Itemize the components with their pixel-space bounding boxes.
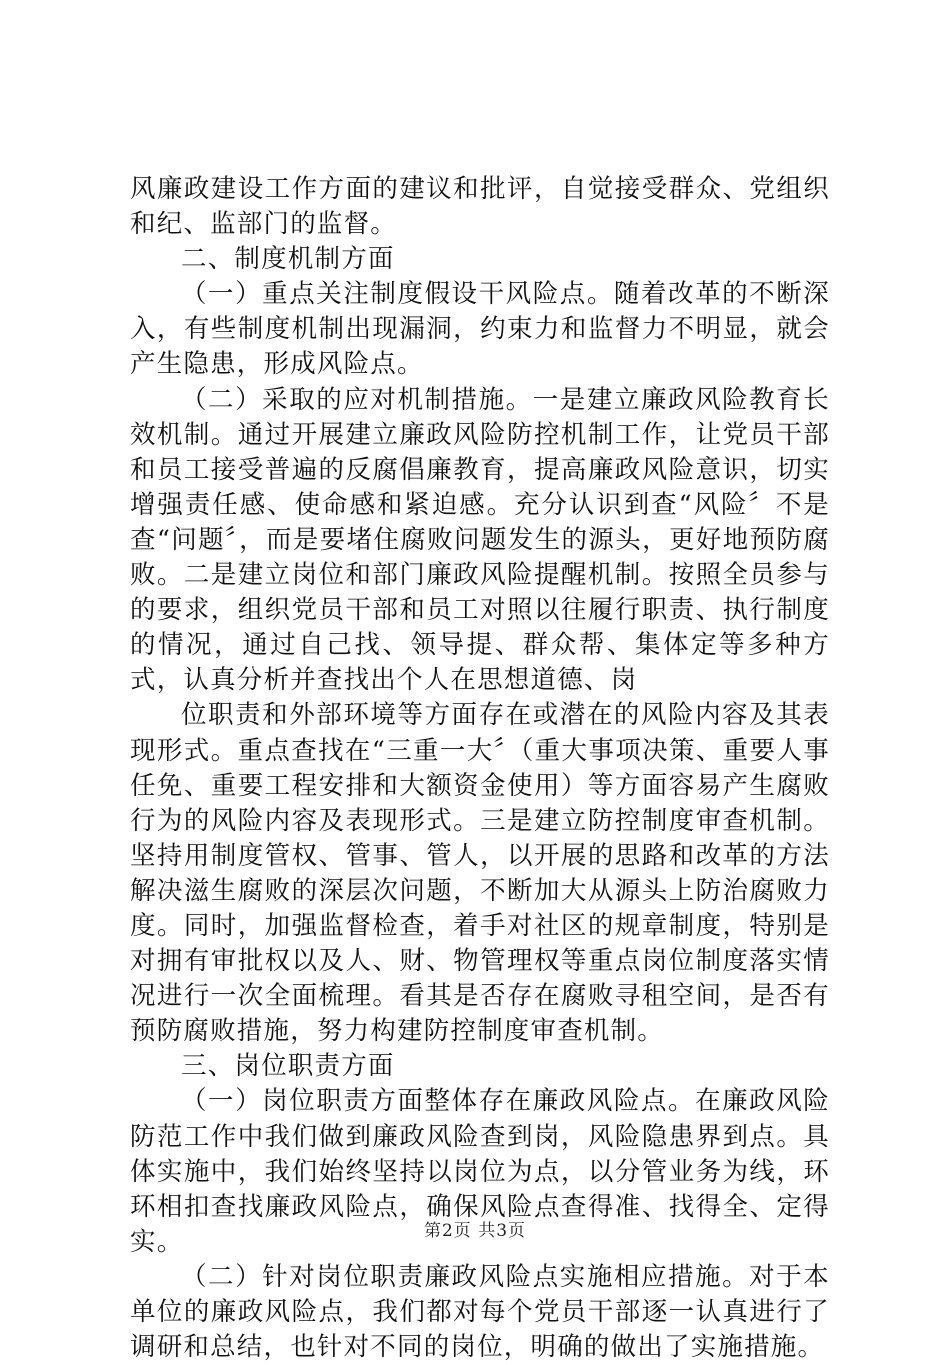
section-heading-2: 二、制度机制方面 xyxy=(181,244,395,275)
paragraph-2-2-continued: 位职责和外部环境等方面存在或潜在的风险内容及其表现形式。重点查找在“三重一大〞（重大事项决策、重要人事任免、重要工程安排和大额资金使用）等方面容易产生腐败行为的风险内容及表现形式。三是建立防控制度审查机制。坚持用制度管权、管事、管人，以开展的思路和改革的方法解决滋生腐败的深层次问题，不断加大从源头上防治腐败力度。同时，加强监督检查，着手对社区的规章制度，特别是对拥有审批权以及人、财、物管理权等重点岗位制度落实情况进行一次全面梳理。看其是否存在腐败寻租空间，是否有预防腐败措施，努力构建防控制度审查机制。 xyxy=(130,700,830,1047)
page-number-footer: 第2页 共3页 xyxy=(423,1221,527,1241)
paragraph-1: 风廉政建设工作方面的建议和批评，自觉接受群众、党组织和纪、监部门的监督。 xyxy=(130,174,830,240)
section-heading-3: 三、岗位职责方面 xyxy=(181,1051,395,1082)
paragraph-2-1: （一）重点关注制度假设干风险点。随着改革的不断深入，有些制度机制出现漏洞，约束力和监督力不明显，就会产生隐患，形成风险点。 xyxy=(130,279,830,380)
document-body xyxy=(130,172,830,1365)
paragraph-3-2: （二）针对岗位职责廉政风险点实施相应措施。对于本单位的廉政风险点，我们都对每个党员干部逐一认真进行了调研和总结，也针对不同的岗位，明确的做出了实施措施。 xyxy=(130,1261,830,1363)
paragraph-2-2: （二）采取的应对机制措施。一是建立廉政风险教育长效机制。通过开展建立廉政风险防控机制工作，让党员干部和员工接受普遍的反腐倡廉教育，提高廉政风险意识，切实增强责任感、使命感和紧迫感。充分认识到查“风险〞不是查“问题〞，而是要堵住腐败问题发生的源头，更好地预防腐败。二是建立岗位和部门廉政风险提醒机制。按照全员参与的要求，组织党员干部和员工对照以往履行职责、执行制度的情况，通过自己找、领导提、群众帮、集体定等多种方式，认真分析并查找出个人在思想道德、岗 xyxy=(130,384,830,696)
paragraph-3-1: （一）岗位职责方面整体存在廉政风险点。在廉政风险防范工作中我们做到廉政风险查到岗，风险隐患界到点。具体实施中，我们始终坚持以岗位为点，以分管业务为线，环环相扣查找廉政风险点，确保风险点查得准、找得全、定得实。 xyxy=(130,1086,830,1257)
